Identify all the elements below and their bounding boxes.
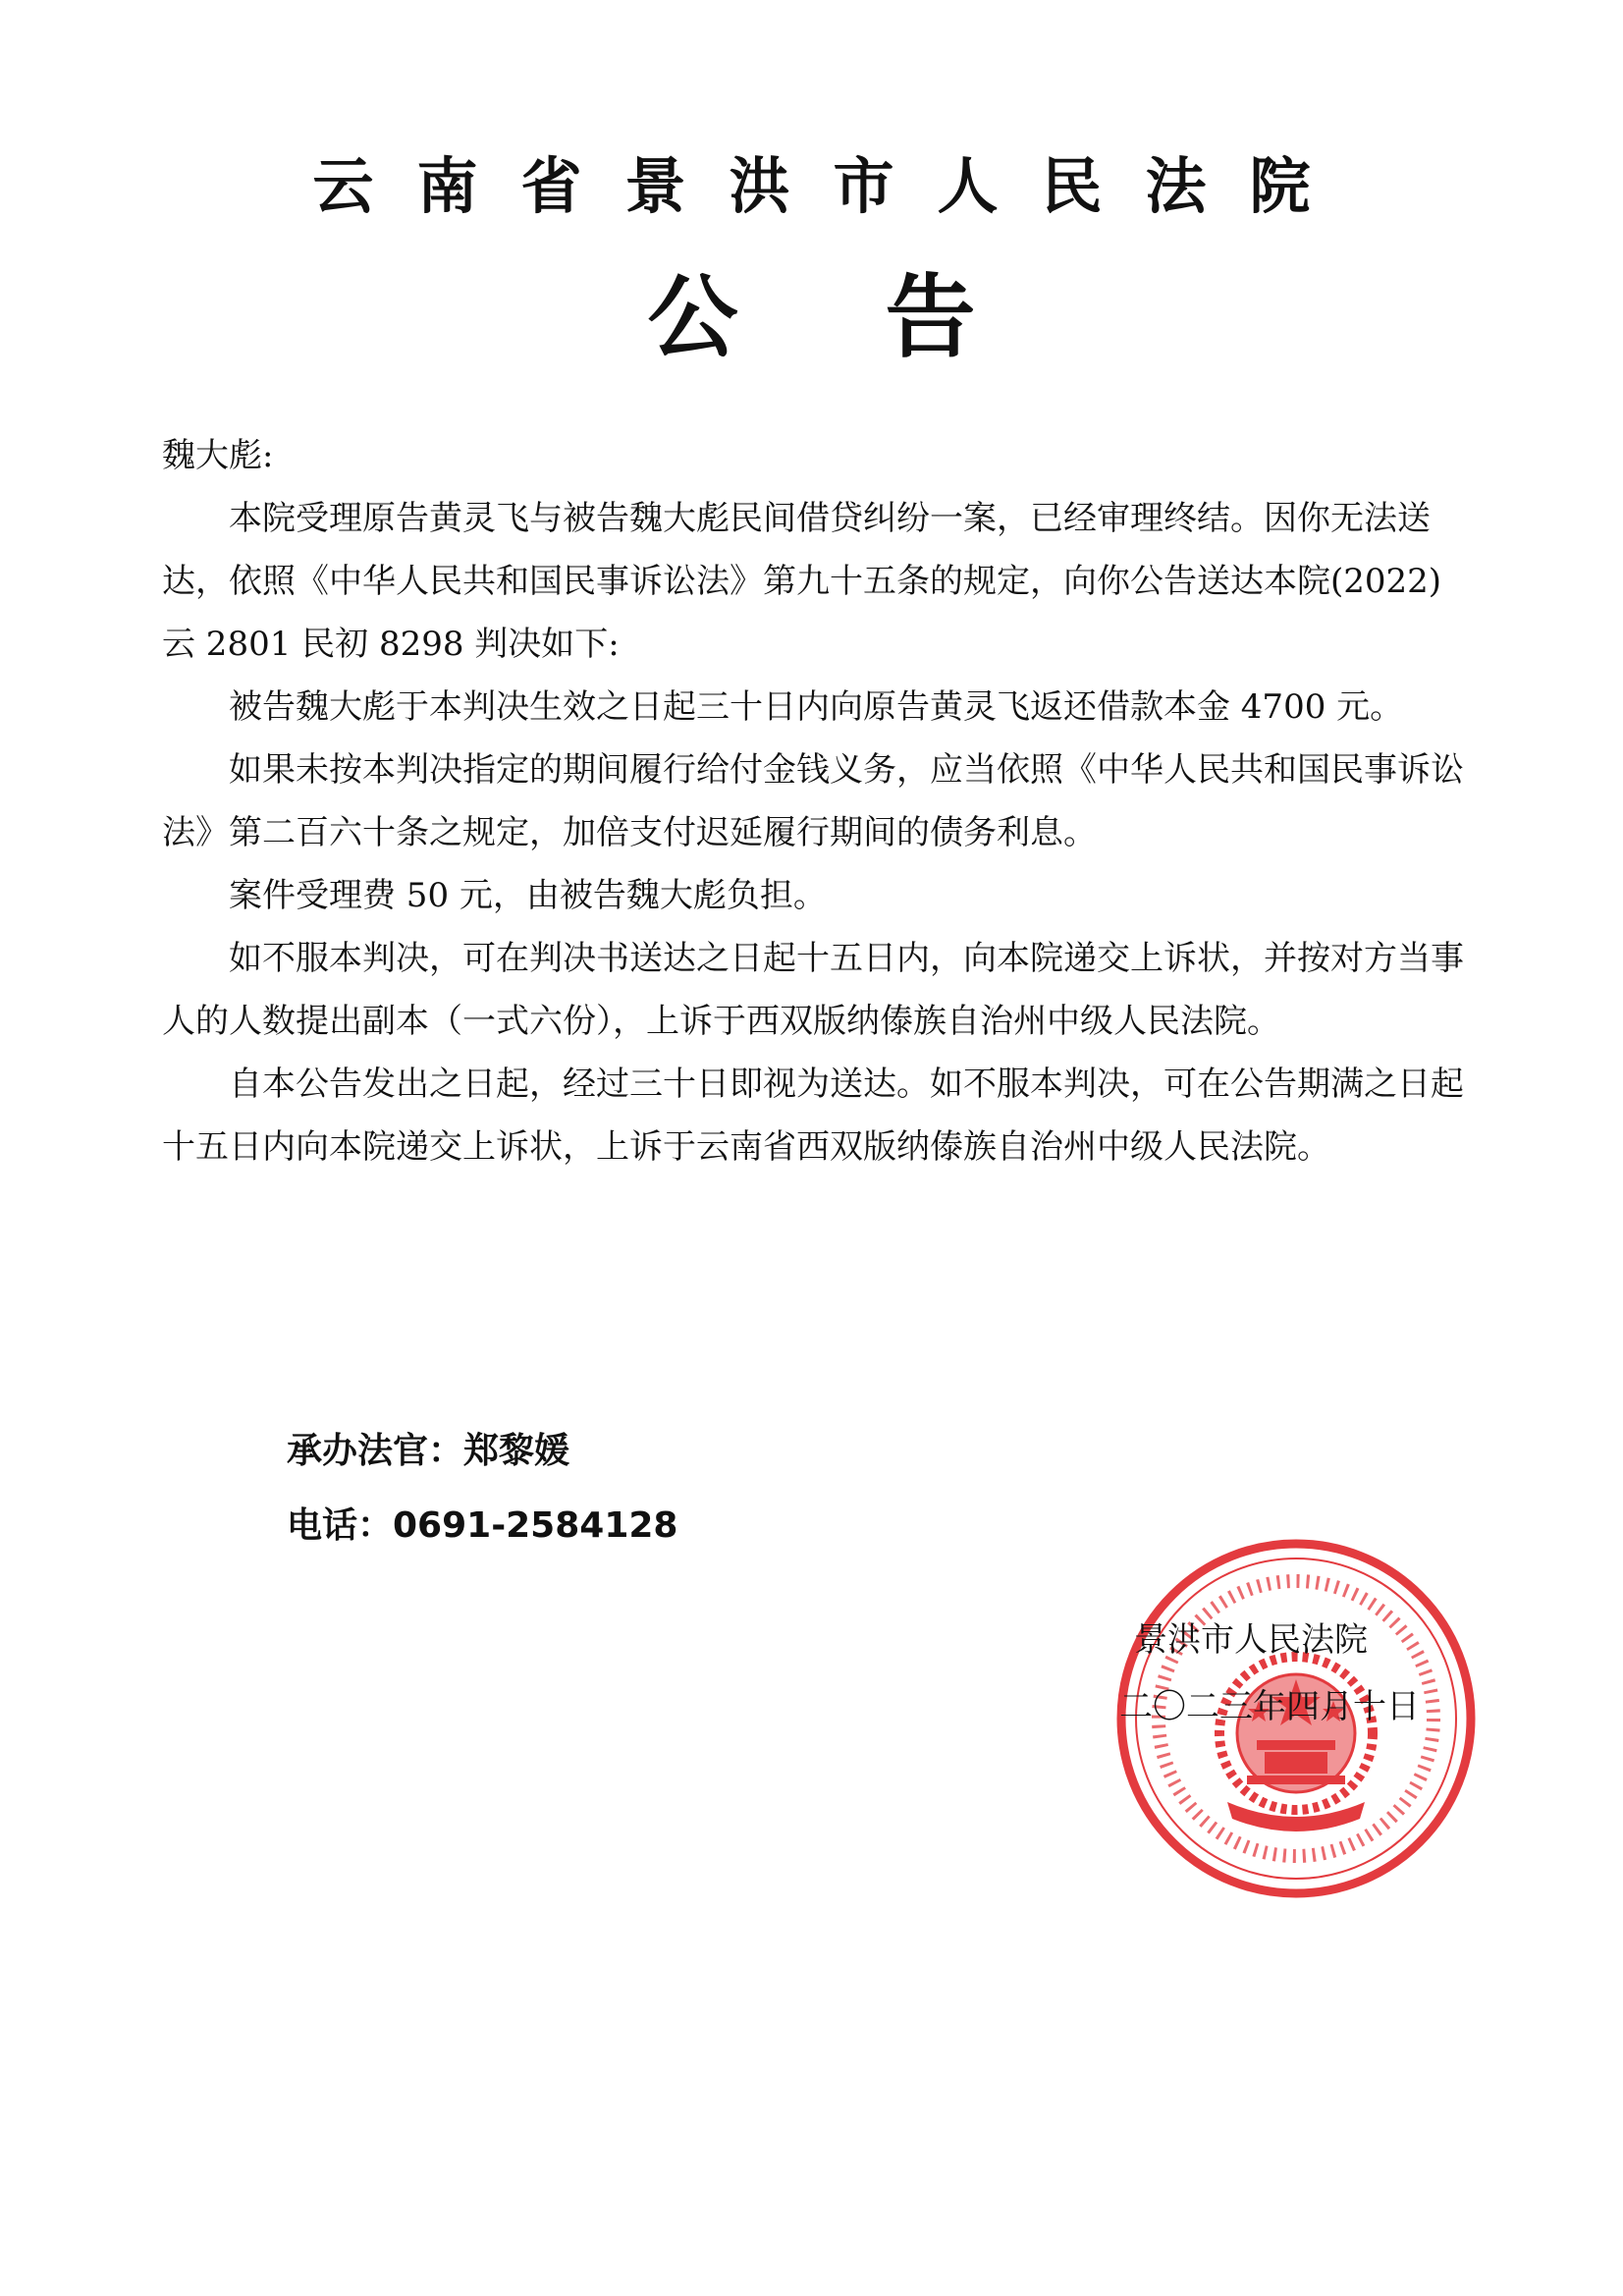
issuing-court: 景洪市人民法院 [1134,1620,1368,1660]
paragraph-judgment: 被告魏大彪于本判决生效之日起三十日内向原告黄灵飞返还借款本金 4700 元。 [229,687,1404,727]
judge-name: 承办法官：郑黎媛 [287,1431,570,1471]
phone-number: 电话：0691-2584128 [287,1505,678,1546]
court-name-title: 云南省景洪市人民法院 [312,150,1354,222]
paragraph-case-intro: 本院受理原告黄灵飞与被告魏大彪民间借贷纠纷一案，已经审理终结。因你无法送达，依照《中华人民共和国民事诉讼法》第九十五条的规定，向你公告送达本院(2022)云 2801 民初 8298 判决如下: [162,499,1442,664]
announcement-body [162,424,1470,1178]
paragraph-case-fee: 案件受理费 50 元，由被告魏大彪负担。 [229,876,827,915]
announcement-title: 公告 [647,264,1123,370]
paragraph-late-interest: 如果未按本判决指定的期间履行给付金钱义务，应当依照《中华人民共和国民事诉讼法》第二百六十条之规定，加倍支付迟延履行期间的债务利息。 [162,750,1464,852]
paragraph-service-notice: 自本公告发出之日起，经过三十日即视为送达。如不服本判决，可在公告期满之日起十五日内向本院递交上诉状，上诉于云南省西双版纳傣族自治州中级人民法院。 [162,1065,1464,1167]
addressee: 魏大彪: [162,436,274,475]
issue-date: 二〇二三年四月十日 [1119,1687,1420,1726]
paragraph-appeal: 如不服本判决，可在判决书送达之日起十五日内，向本院递交上诉状，并按对方当事人的人数提出副本（一式六份），上诉于西双版纳傣族自治州中级人民法院。 [162,939,1464,1041]
signature-block [287,1414,677,1563]
